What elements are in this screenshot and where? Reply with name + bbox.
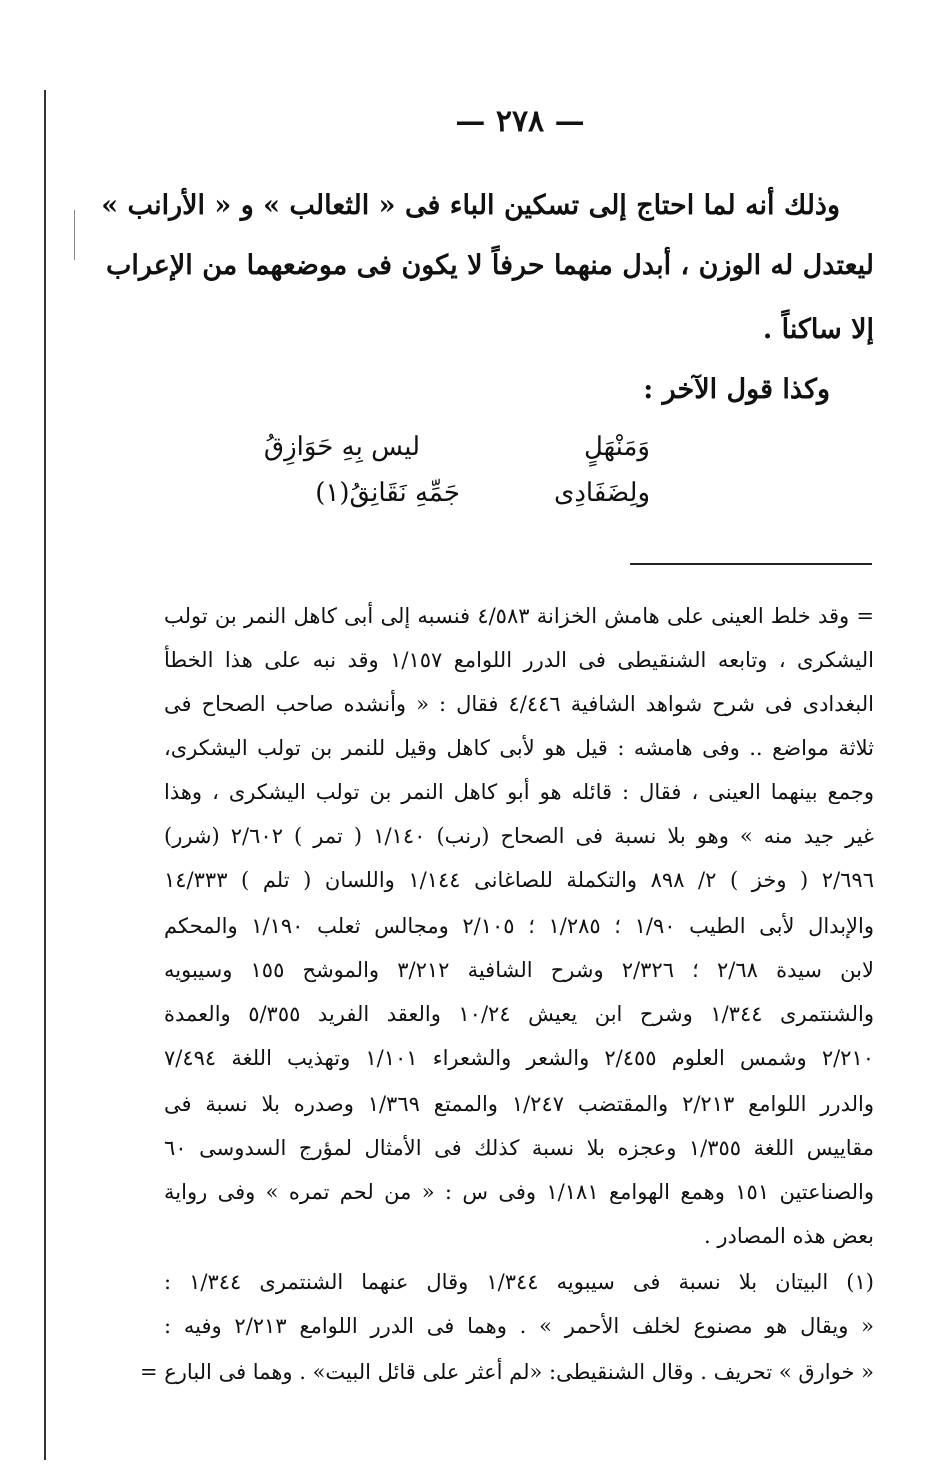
footnote-line: والصناعتين ١٥١ وهمع الهوامع ١/١٨١ وفى س : « من لحم تمره » وفى رواية (164, 1180, 874, 1204)
footnote-separator (630, 563, 872, 565)
verse-hemistich: ولِضَفَادِى (553, 478, 650, 508)
footnote-line: لابن سيدة ٢/٦٨ ؛ ٢/٣٢٦ وشرح الشافية ٣/٢١٢ والموشح ١٥٥ وسيبويه (164, 958, 874, 982)
verse-hemistich: جَمِّهِ نَقَانِقُ(١) (315, 478, 460, 508)
verse-hemistich: وَمَنْهَلٍ (583, 432, 650, 462)
footnote-line: البغدادى فى شرح شواهد الشافية ٤/٤٤٦ فقال : « وأنشده صاحب الصحاح فى (164, 692, 874, 716)
footnote-line: غير جيد منه » وهو بلا نسبة فى الصحاح (رنب) ١/١٤٠ ( تمر ) ٢/٦٠٢ (شرر) (164, 824, 875, 848)
footnote-line: ثلاثة مواضع .. وفى هامشه : قيل هو لأبى كاهل وقيل للنمر بن تولب اليشكرى، (164, 736, 874, 760)
margin-mark (74, 210, 75, 260)
main-text-line: وكذا قول الآخر : (643, 374, 830, 405)
verse-hemistich: ليس بِهِ حَوَازِقُ (263, 432, 420, 462)
footnote-line: اليشكرى ، وتابعه الشنقيطى فى الدرر اللوامع ١/١٥٧ وقد نبه على هذا الخطأ (164, 648, 874, 672)
footnote-line: (١) البيتان بلا نسبة فى سيبويه ١/٣٤٤ وقال عنهما الشنتمرى ١/٣٤٤ : (164, 1270, 874, 1294)
footnote-line: « ويقال هو مصنوع لخلف الأحمر » . وهما فى الدرر اللوامع ٢/٢١٣ وفيه : (164, 1314, 875, 1338)
main-text-line: ليعتدل له الوزن ، أبدل منهما حرفاً لا يكون فى موضعهما من الإعراب (105, 250, 874, 281)
footnote-line: ٢/٦٩٦ ( وخز ) ٢/ ٨٩٨ والتكملة للصاغانى ١/١٤٤ واللسان ( تلم ) ١٤/٣٣٣ (164, 868, 874, 892)
footnote-line: والإبدال لأبى الطيب ١/٩٠ ؛ ١/٢٨٥ ؛ ٢/١٠٥ ومجالس ثعلب ١/١٩٠ والمحكم (164, 914, 875, 938)
footnote-line: والشنتمرى ١/٣٤٤ وشرح ابن يعيش ١٠/٢٤ والعقد الفريد ٥/٣٥٥ والعمدة (164, 1002, 874, 1026)
footnote-line: « خوارق » تحريف . وقال الشنقيطى: «لم أعثر على قائل البيت» . وهما فى البارع = (139, 1360, 874, 1384)
footnote-line: وجمع بينهما العينى ، فقال : قائله هو أبو كاهل النمر بن تولب اليشكرى ، وهذا (164, 780, 874, 804)
page-number: — ٢٧٨ — (455, 104, 585, 139)
main-text-line: وذلك أنه لما احتاج إلى تسكين الباء فى « الثعالب » و « الأرانب » (101, 190, 840, 221)
binding-margin-line (44, 90, 46, 1460)
footnote-line: والدرر اللوامع ٢/٢١٣ والمقتضب ١/٢٤٧ والممتع ١/٣٦٩ وصدره بلا نسبة فى (164, 1092, 874, 1116)
footnote-line: مقاييس اللغة ١/٣٥٥ وعجزه بلا نسبة كذلك فى الأمثال لمؤرج السدوسى ٦٠ (164, 1136, 874, 1160)
footnote-line: ٢/٢١٠ وشمس العلوم ٢/٤٥٥ والشعر والشعراء ١/١٠١ وتهذيب اللغة ٧/٤٩٤ (164, 1046, 875, 1070)
footnote-line: بعض هذه المصادر . (704, 1224, 874, 1248)
footnote-line: = وقد خلط العينى على هامش الخزانة ٤/٥٨٣ فنسبه إلى أبى كاهل النمر بن تولب (164, 604, 874, 628)
main-text-line: إلا ساكناً . (762, 314, 874, 345)
